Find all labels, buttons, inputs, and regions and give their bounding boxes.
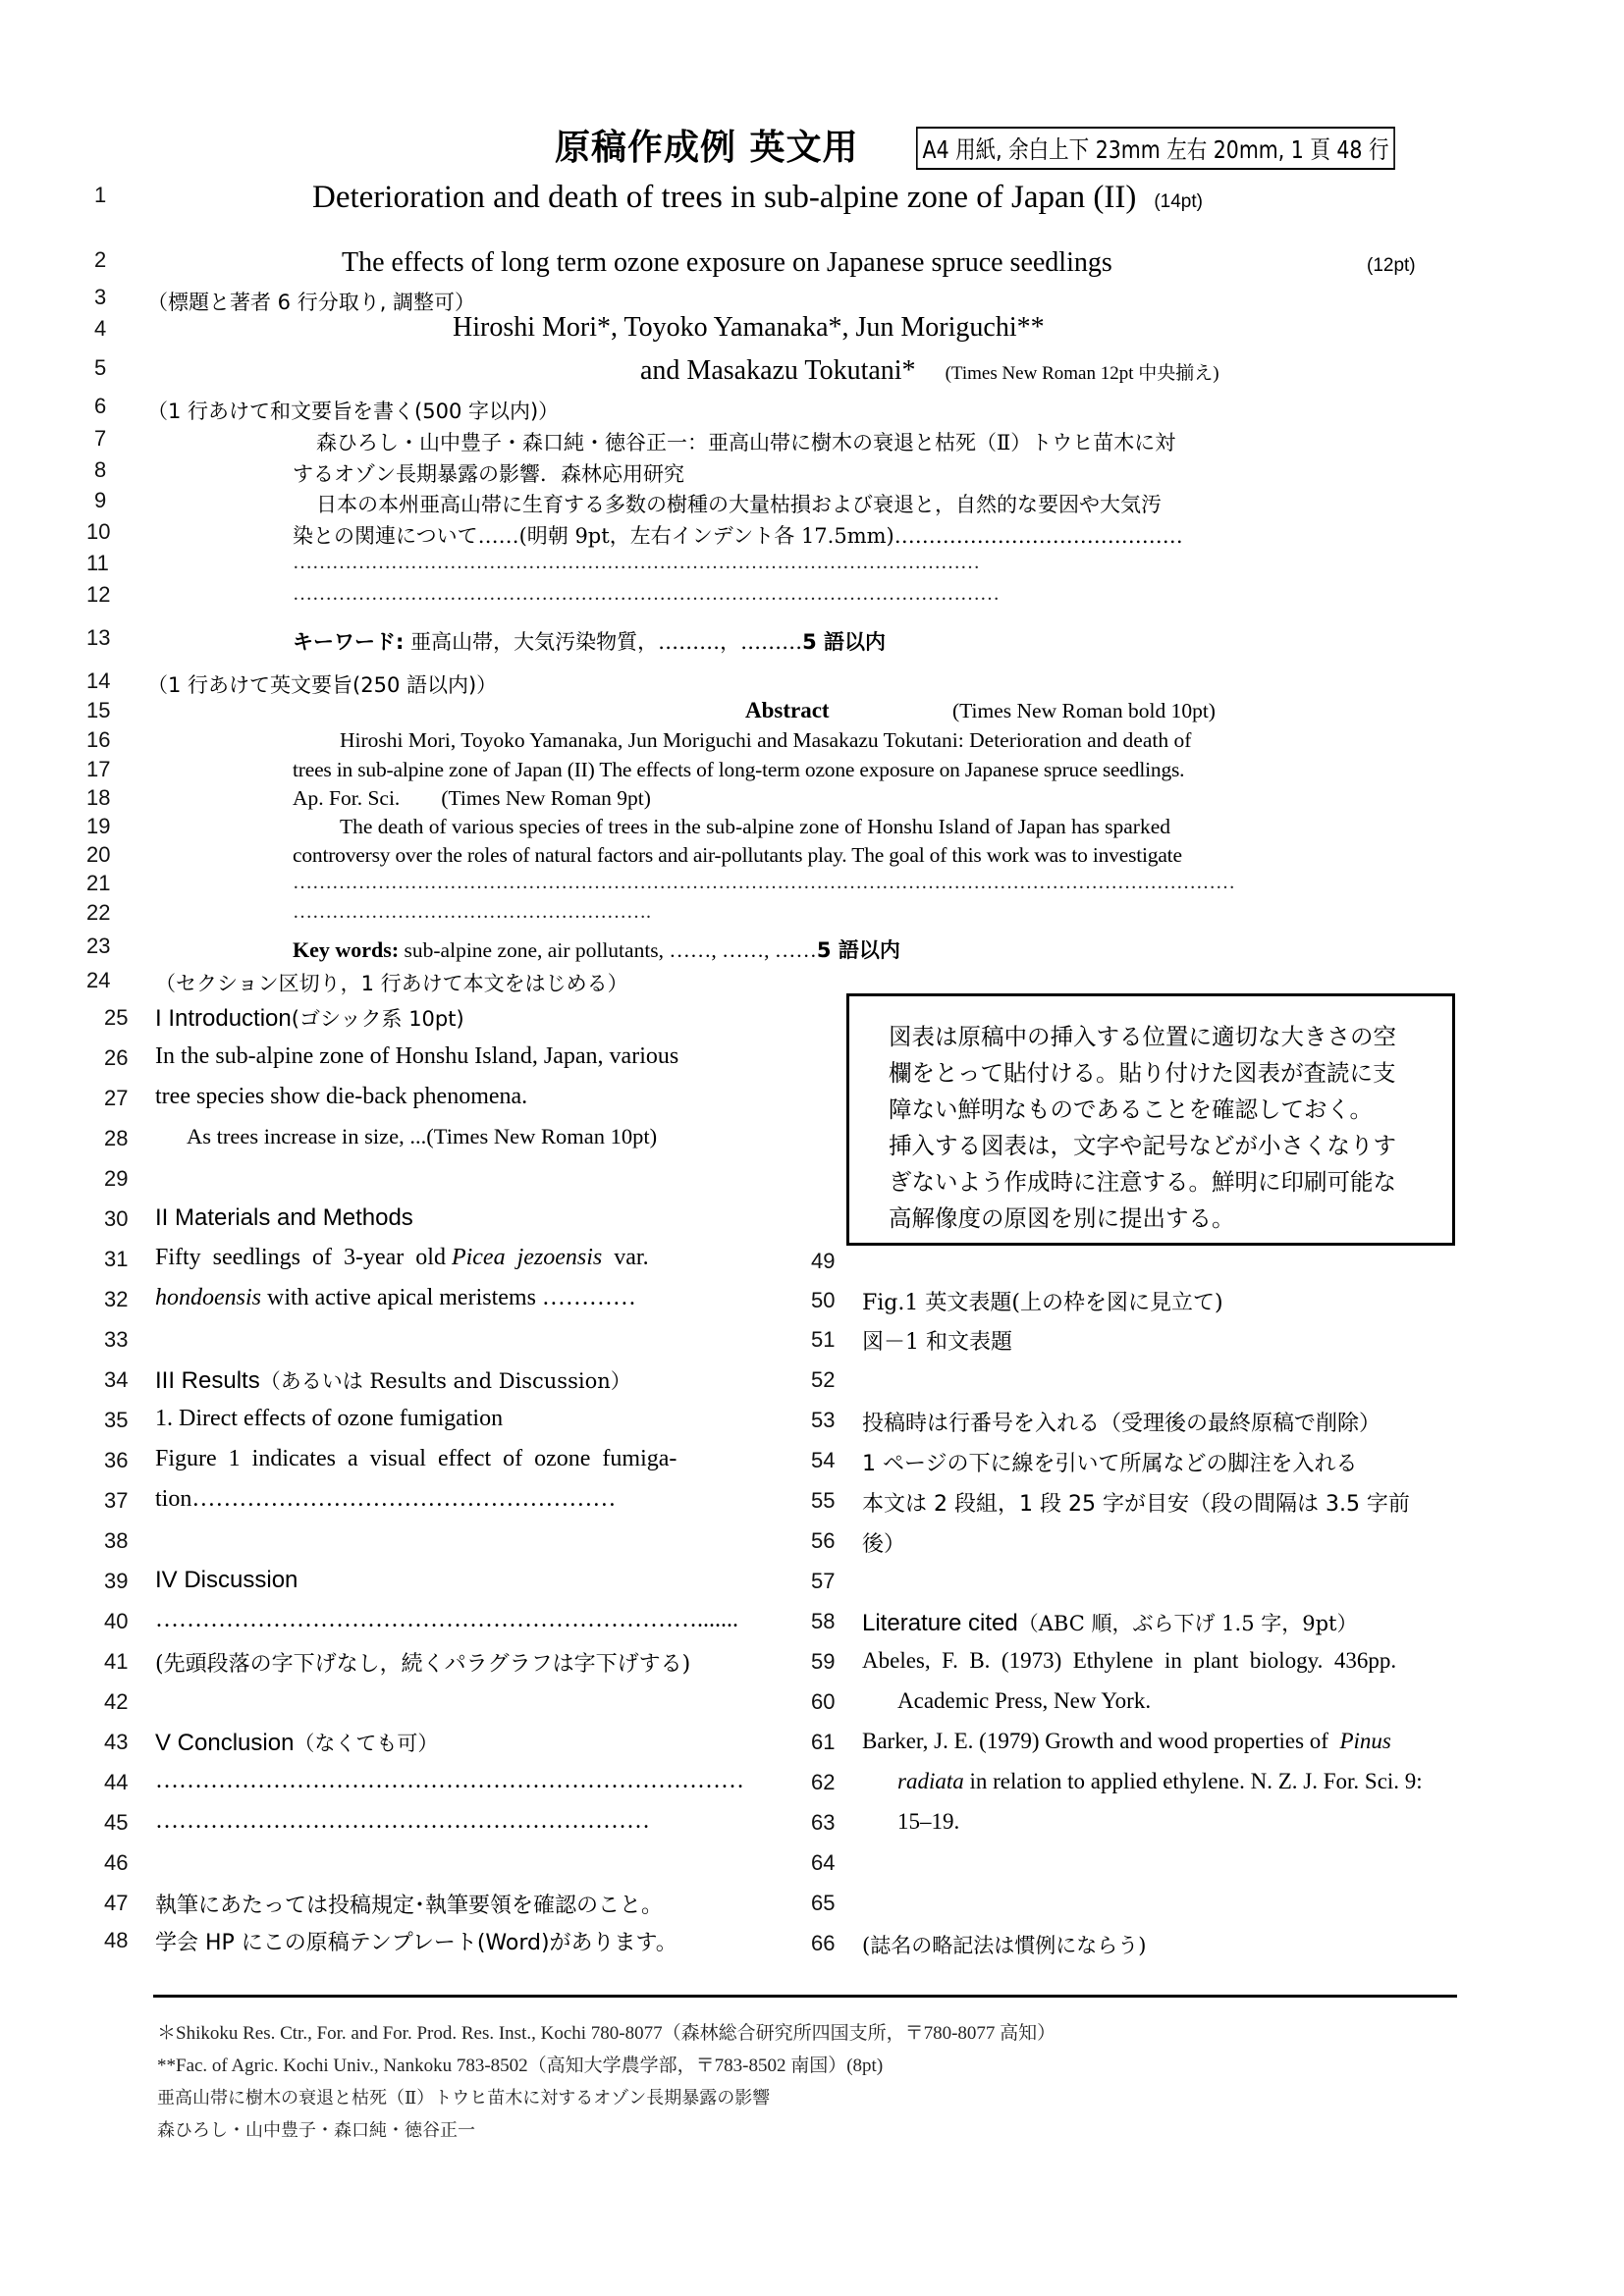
guideline-note-47: 執筆にあたっては投稿規定･執筆要領を確認のこと。: [155, 1894, 664, 1918]
figure-placeholder-line: ぎないよう作成時に注意する。鮮明に印刷可能な: [889, 1168, 1396, 1196]
line-number: 45: [104, 1810, 129, 1835]
line-number: 4: [94, 316, 107, 341]
reference-barker-line-3: 15–19.: [897, 1809, 960, 1834]
figure-caption-en: Fig.1 英文表題(上の枠を図に見立て): [862, 1291, 1223, 1315]
en-abstract-citation-line-2: trees in sub-alpine zone of Japan (II) The effects of long-term ozone exposure on Japanese spruce seedlings.: [293, 758, 1185, 781]
line-number: 20: [86, 842, 111, 867]
affiliation-2: **Fac. of Agric. Kochi Univ., Nankoku 783-8502（高知大学農学部，〒783-8502 南国）(8pt): [157, 2056, 884, 2076]
line-number: 2: [94, 247, 107, 272]
line-number: 56: [811, 1528, 836, 1553]
line-number: 24: [86, 968, 111, 992]
reference-barker-genus: Pinus: [1339, 1729, 1391, 1753]
line-number: 18: [86, 785, 111, 810]
line-number: 23: [86, 934, 111, 958]
en-keywords-limit: 5 語以内: [816, 938, 900, 962]
affiliation-1: ＊Shikoku Res. Ctr., For. and For. Prod. Res. Inst., Kochi 780-8077（森林総合研究所四国支所，〒780-8077 高知）: [157, 2023, 1056, 2044]
line-number: 38: [104, 1528, 129, 1553]
line-number: 25: [104, 1005, 129, 1030]
en-abstract-instruction: （1 行あけて英文要旨(250 語以内)）: [147, 673, 498, 697]
conclusion-heading: [155, 1728, 438, 1757]
reference-barker-line-2-text: in relation to applied ethylene. N. Z. J. For. Sci. 9:: [963, 1769, 1423, 1793]
journal-abbrev: Ap. For. Sci.: [293, 786, 401, 810]
results-subheading: 1. Direct effects of ozone fumigation: [155, 1406, 504, 1431]
line-number: 64: [811, 1850, 836, 1875]
methods-line-1: [155, 1245, 649, 1271]
line-number: 54: [811, 1448, 836, 1472]
line-number: 62: [811, 1770, 836, 1794]
line-number: 16: [86, 727, 111, 752]
line-number: 50: [811, 1288, 836, 1312]
discussion-heading: IV Discussion: [155, 1567, 298, 1593]
template-note-48: 学会 HP にこの原稿テンプレート(Word)があります。: [155, 1931, 677, 1955]
figure-placeholder-line: 高解像度の原図を別に提出する。: [889, 1204, 1235, 1232]
figure-caption-jp: 図－1 和文表題: [862, 1330, 1012, 1355]
methods-line-2-text: with active apical meristems …………: [261, 1285, 636, 1310]
line-number: 17: [86, 757, 111, 781]
methods-line-1-end: var.: [602, 1245, 649, 1270]
line-number: 7: [94, 426, 107, 451]
line-number: 14: [86, 668, 111, 693]
note-columns-cont: 後）: [862, 1532, 906, 1557]
section-break-note: （セクション区切り，1 行あけて本文をはじめる）: [155, 972, 628, 995]
variety-name: hondoensis: [155, 1285, 261, 1310]
en-abstract-placeholder-line-1: ………………………………………………………………………………………………………………………………: [293, 872, 1235, 893]
line-number: 6: [94, 394, 107, 418]
paper-subtitle-text: The effects of long term ozone exposure on Japanese spruce seedlings: [342, 247, 1112, 278]
intro-heading-text: I Introduction: [155, 1005, 292, 1032]
intro-heading-note: (ゴシック系 10pt): [291, 1007, 464, 1031]
species-name: Picea jezoensis: [451, 1245, 603, 1270]
line-number: 42: [104, 1689, 129, 1714]
line-number: 58: [811, 1609, 836, 1633]
en-abstract-body-line-1: The death of various species of trees in the sub-alpine zone of Honshu Island of Japan has sparked: [340, 815, 1171, 838]
line-number: 1: [94, 183, 107, 207]
discussion-note: (先頭段落の字下げなし，続くパラグラフは字下げする): [155, 1652, 691, 1677]
results-heading: [155, 1365, 631, 1395]
methods-line-1-text: Fifty seedlings of 3-year old: [155, 1245, 452, 1270]
jp-abstract-placeholder-line-2: ………………………………………………………………………………………………: [293, 583, 1000, 605]
reference-barker-line-2: [897, 1769, 1423, 1794]
jp-abstract-instruction: （1 行あけて和文要旨を書く(500 字以内)）: [147, 400, 560, 423]
line-number: 46: [104, 1850, 129, 1875]
en-abstract-citation-line-3: [293, 786, 651, 811]
reference-abeles-line-2: Academic Press, New York.: [897, 1688, 1152, 1713]
line-number: 57: [811, 1569, 836, 1593]
line-number: 51: [811, 1327, 836, 1352]
format-note-box: A4 用紙, 余白上下 23mm 左右 20mm, 1 頁 48 行: [916, 127, 1395, 170]
intro-line-3: As trees increase in size, ...(Times New Roman 10pt): [187, 1124, 658, 1148]
reference-abeles-line-1: Abeles, F. B. (1973) Ethylene in plant biology. 436pp.: [862, 1648, 1397, 1673]
line-number: 37: [104, 1488, 129, 1513]
line-number: 27: [104, 1086, 129, 1110]
abstract-heading-note: (Times New Roman bold 10pt): [952, 699, 1216, 722]
footnote-jp-authors: 森ひろし・山中豊子・森口純・徳谷正一: [157, 2120, 475, 2141]
line-number: 40: [104, 1609, 129, 1633]
literature-heading-note: （ABC 順，ぶら下げ 1.5 字，9pt）: [1017, 1612, 1358, 1635]
line-number: 41: [104, 1649, 129, 1674]
jp-abstract-citation-line-2: するオゾン長期暴露の影響．森林応用研究: [293, 462, 684, 486]
jp-abstract-body-line-2: 染との関連について……(明朝 9pt，左右インデント各 17.5mm)……………………………………: [293, 524, 1183, 548]
intro-line-1: In the sub-alpine zone of Honshu Island, Japan, various: [155, 1043, 679, 1069]
en-keywords-label: Key words:: [293, 937, 400, 962]
intro-line-2: tree species show die-back phenomena.: [155, 1084, 528, 1109]
note-footnote: 1 ページの下に線を引いて所属などの脚注を入れる: [862, 1452, 1358, 1476]
figure-placeholder-line: 障ない鮮明なものであることを確認しておく。: [889, 1095, 1374, 1123]
line-number: 11: [86, 551, 109, 575]
line-number: 15: [86, 698, 111, 722]
line-number: 65: [811, 1891, 836, 1915]
authors-format-note: (Times New Roman 12pt 中央揃え): [945, 363, 1219, 384]
note-line-numbers: 投稿時は行番号を入れる（受理後の最終原稿で削除）: [862, 1412, 1381, 1436]
figure-placeholder-line: 挿入する図表は，文字や記号などが小さくなりす: [889, 1132, 1396, 1159]
line-number: 3: [94, 285, 107, 309]
results-line-1: Figure 1 indicates a visual effect of ozone fumiga-: [155, 1446, 677, 1471]
results-heading-text: III Results: [155, 1367, 260, 1394]
line-number: 47: [104, 1891, 129, 1915]
figure-placeholder-box: [846, 993, 1455, 1246]
line-number: 52: [811, 1367, 836, 1392]
line-number: 61: [811, 1730, 836, 1754]
line-number: 12: [86, 582, 111, 607]
line-number: 21: [86, 871, 111, 895]
jp-abstract-citation-line-1: 森ひろし・山中豊子・森口純・徳谷正一：亜高山帯に樹木の衰退と枯死（Ⅱ）トウヒ苗木に対: [316, 431, 1176, 454]
line-number: 31: [104, 1247, 129, 1271]
paper-title-text: Deterioration and death of trees in sub-alpine zone of Japan (II): [312, 180, 1137, 215]
jp-keywords-list: 亜高山帯，大気汚染物質，………，………: [404, 630, 803, 654]
line-number: 55: [811, 1488, 836, 1513]
figure-placeholder-line: 欄をとって貼付ける。貼り付けた図表が査読に支: [889, 1059, 1396, 1087]
line-number: 33: [104, 1327, 129, 1352]
citation-format-note: (Times New Roman 9pt): [441, 786, 651, 810]
authors-line-2: [640, 355, 1219, 387]
en-abstract-body-line-2: controversy over the roles of natural factors and air-pollutants play. The goal of this work was to investigate: [293, 843, 1182, 867]
discussion-placeholder: …………………………………………………………….......: [155, 1607, 738, 1632]
line-number: 8: [94, 457, 107, 482]
jp-abstract-placeholder-line-1: ……………………………………………………………………………………………: [293, 552, 980, 573]
conclusion-placeholder-2: ………………………………………………………: [155, 1808, 650, 1834]
line-number: 34: [104, 1367, 129, 1392]
line-number: 60: [811, 1689, 836, 1714]
en-keywords: [293, 934, 900, 964]
line-number: 9: [94, 488, 107, 512]
title-size-note: (14pt): [1154, 191, 1203, 212]
line-number: 59: [811, 1649, 836, 1674]
results-heading-note: （あるいは Results and Discussion）: [259, 1369, 631, 1393]
line-number: 26: [104, 1045, 129, 1070]
line-number: 44: [104, 1770, 129, 1794]
conclusion-heading-note: （なくても可）: [294, 1732, 439, 1755]
intro-heading: [155, 1003, 464, 1033]
jp-keywords-limit: 5 語以内: [802, 630, 887, 654]
line-number: 39: [104, 1569, 129, 1593]
conclusion-heading-text: V Conclusion: [155, 1730, 295, 1756]
authors-line-1: Hiroshi Mori*, Toyoko Yamanaka*, Jun Moriguchi**: [453, 312, 1045, 343]
line-number: 30: [104, 1206, 129, 1231]
line-number: 66: [811, 1931, 836, 1955]
document-title: 原稿作成例 英文用: [555, 128, 859, 168]
paper-subtitle: [342, 247, 1416, 279]
results-line-2: tion………………………………………………: [155, 1486, 617, 1512]
line-number: 32: [104, 1287, 129, 1311]
en-keywords-list: sub-alpine zone, air pollutants, ……, ……, ……: [399, 938, 817, 962]
line-number: 10: [86, 519, 111, 544]
jp-keywords-label: キーワード:: [293, 630, 405, 654]
line-number: 63: [811, 1810, 836, 1835]
line-number: 22: [86, 900, 111, 925]
line-number: 49: [811, 1249, 836, 1273]
authors-line-2-text: and Masakazu Tokutani*: [640, 355, 916, 386]
reference-barker-text: Barker, J. E. (1979) Growth and wood properties of: [862, 1729, 1340, 1753]
conclusion-placeholder-1: …………………………………………………………………: [155, 1768, 744, 1793]
line-number: 48: [104, 1928, 129, 1952]
line-number: 5: [94, 355, 107, 380]
line-number: 43: [104, 1730, 129, 1754]
en-abstract-placeholder-line-2: ……………………………………………….: [293, 901, 651, 923]
literature-heading: [862, 1608, 1358, 1637]
line-number: 28: [104, 1126, 129, 1150]
line-number: 29: [104, 1166, 129, 1191]
reference-barker-line-1: [862, 1729, 1391, 1754]
figure-placeholder-line: 図表は原稿中の挿入する位置に適切な大きさの空: [889, 1023, 1396, 1050]
line-number: 53: [811, 1408, 836, 1432]
jp-abstract-body-line-1: 日本の本州亜高山帯に生育する多数の樹種の大量枯損および衰退と，自然的な要因や大気汚: [316, 493, 1162, 516]
line-number: 35: [104, 1408, 129, 1432]
reference-barker-species: radiata: [897, 1769, 964, 1793]
line-number: 13: [86, 625, 111, 650]
abstract-heading: Abstract: [745, 698, 830, 722]
line-number: 36: [104, 1448, 129, 1472]
methods-heading: II Materials and Methods: [155, 1204, 413, 1231]
literature-heading-text: Literature cited: [862, 1610, 1018, 1636]
journal-abbrev-note: (誌名の略記法は慣例にならう): [862, 1934, 1147, 1957]
line-number: 19: [86, 814, 111, 838]
title-spacing-note: （標題と著者 6 行分取り, 調整可）: [147, 291, 476, 314]
note-columns: 本文は 2 段組，1 段 25 字が目安（段の間隔は 3.5 字前: [862, 1492, 1410, 1517]
subtitle-size-note: (12pt): [1367, 255, 1416, 276]
methods-line-2: [155, 1285, 636, 1311]
en-abstract-citation-line-1: Hiroshi Mori, Toyoko Yamanaka, Jun Moriguchi and Masakazu Tokutani: Deterioration and death of: [340, 728, 1192, 752]
footnote-jp-title: 亜高山帯に樹木の衰退と枯死（Ⅱ）トウヒ苗木に対するオゾン長期暴露の影響: [157, 2088, 771, 2109]
jp-keywords: [293, 626, 886, 656]
footnote-divider: [153, 1995, 1457, 1998]
paper-title: [312, 180, 1203, 216]
